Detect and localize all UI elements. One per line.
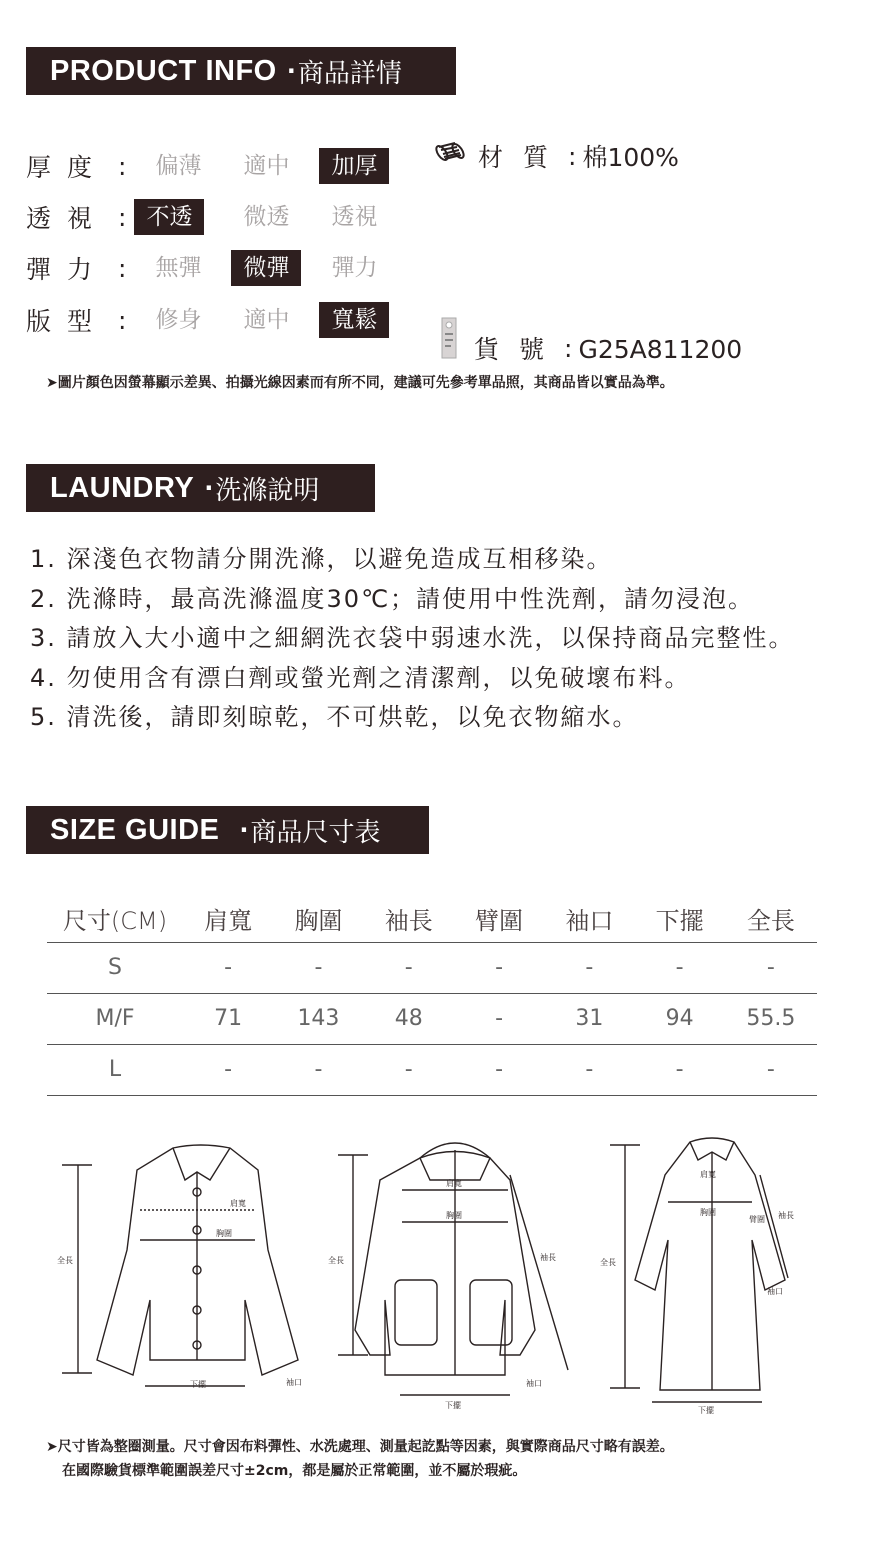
label-length: 全長 (57, 1256, 73, 1265)
color-disclaimer: ➤圖片顏色因螢幕顯示差異、拍攝光線因素而有所不同，建議可先參考單品照，其商品皆以實品為準。 (46, 375, 674, 391)
size-disclaimer-line2: 在國際驗貨標準範圍誤差尺寸±2cm，都是屬於正常範圍，並不屬於瑕疵。 (62, 1463, 527, 1479)
size-guide-header (26, 806, 429, 854)
product-info-header (26, 47, 456, 95)
attr-row-elasticity: 彈力 : 無彈 微彈 彈力 (26, 250, 398, 286)
column-header: 下擺 (634, 896, 724, 942)
label-shoulder: 肩寬 (446, 1179, 462, 1188)
table-row (47, 942, 817, 993)
attr-row-thickness: 厚度 : 偏薄 適中 加厚 (26, 148, 398, 184)
column-header: 臂圍 (454, 896, 544, 942)
product-info-title-en: PRODUCT INFO (50, 54, 277, 87)
material-info: 材質 : 棉100% (432, 138, 679, 174)
label-chest: 胸圍 (446, 1211, 462, 1220)
table-cell: - (183, 1044, 273, 1095)
table-cell: - (454, 942, 544, 993)
tag-icon (438, 316, 460, 366)
attr-option: 微透 (243, 204, 290, 230)
material-value: 棉100% (582, 143, 679, 172)
attr-row-transparency: 透視 : 不透 微透 透視 (26, 199, 398, 235)
label-chest: 胸圍 (216, 1229, 232, 1238)
table-cell: 31 (544, 993, 634, 1044)
table-cell: - (364, 1044, 454, 1095)
product-info-title-zh: 商品詳情 (297, 58, 402, 89)
attr-option-selected: 加厚 (319, 148, 389, 184)
attr-option: 無彈 (155, 255, 202, 281)
attr-label: 透視 (26, 204, 109, 233)
header-dot: · (204, 474, 214, 502)
attr-option: 修身 (155, 307, 202, 333)
attr-row-fit: 版型 : 修身 適中 寬鬆 (26, 302, 398, 338)
laundry-item: 5. 清洗後，請即刻晾乾，不可烘乾，以免衣物縮水。 (30, 703, 639, 731)
size-cell: L (47, 1044, 183, 1095)
attr-label: 彈力 (26, 255, 109, 284)
attr-option-selected: 微彈 (231, 250, 301, 286)
attr-label: 版型 (26, 307, 109, 336)
label-cuff: 袖口 (767, 1287, 783, 1296)
label-hem: 下擺 (445, 1401, 461, 1410)
table-cell: - (544, 942, 634, 993)
material-label: 材質 (478, 143, 569, 172)
label-shoulder: 肩寬 (230, 1199, 246, 1208)
size-table-header (47, 896, 817, 942)
column-header: 袖口 (544, 896, 634, 942)
size-disclaimer-line1: ➤尺寸皆為整圈測量。尺寸會因布料彈性、水洗處理、測量起訖點等因素，與實際商品尺寸略有誤差。 (46, 1439, 674, 1455)
column-header: 胸圍 (273, 896, 363, 942)
label-length: 全長 (600, 1258, 616, 1267)
attr-option-selected: 不透 (134, 199, 204, 235)
laundry-title-zh: 洗滌說明 (215, 475, 320, 506)
table-cell: 143 (273, 993, 363, 1044)
jacket-diagram (62, 1145, 298, 1386)
size-guide-title-zh: 商品尺寸表 (250, 817, 381, 848)
laundry-item: 3. 請放入大小適中之細網洗衣袋中弱速水洗，以保持商品完整性。 (30, 624, 795, 652)
table-cell: - (273, 1044, 363, 1095)
laundry-item: 4. 勿使用含有漂白劑或螢光劑之清潔劑，以免破壞布料。 (30, 663, 691, 692)
coat-diagram (610, 1138, 788, 1402)
laundry-instructions (30, 540, 795, 738)
table-cell: 71 (183, 993, 273, 1044)
laundry-title-en: LAUNDRY (50, 471, 195, 504)
column-header: 尺寸(CM) (47, 896, 183, 942)
table-cell: - (454, 993, 544, 1044)
table-cell: - (273, 942, 363, 993)
attr-option: 彈力 (331, 255, 378, 281)
table-cell: - (364, 942, 454, 993)
attr-option: 適中 (243, 307, 290, 333)
attr-option-selected: 寬鬆 (319, 302, 389, 338)
size-table (47, 896, 817, 1096)
label-arm: 臂圍 (749, 1215, 765, 1224)
label-hem: 下擺 (190, 1380, 206, 1389)
label-cuff: 袖口 (526, 1379, 542, 1388)
laundry-item: 2. 洗滌時，最高洗滌溫度30℃；請使用中性洗劑，請勿浸泡。 (30, 584, 755, 613)
column-header: 全長 (725, 896, 817, 942)
size-cell: M/F (47, 993, 183, 1044)
label-cuff: 袖口 (286, 1378, 302, 1387)
table-cell: - (454, 1044, 544, 1095)
attr-option: 適中 (243, 153, 290, 179)
table-cell: 55.5 (725, 993, 817, 1044)
attr-option: 偏薄 (155, 153, 202, 179)
attr-option: 透視 (331, 204, 378, 230)
sku-label: 貨號 (474, 335, 565, 364)
table-cell: - (183, 942, 273, 993)
size-guide-title-en: SIZE GUIDE (50, 813, 220, 846)
table-cell: 94 (634, 993, 724, 1044)
label-sleeve: 袖長 (778, 1211, 794, 1220)
thread-spool-icon (432, 138, 468, 174)
sku-info: 貨號 : G25A811200 (438, 316, 742, 366)
laundry-item: 1. 深淺色衣物請分開洗滌，以避免造成互相移染。 (30, 545, 613, 573)
label-length: 全長 (328, 1256, 344, 1265)
header-dot: · (286, 57, 296, 85)
table-cell: - (634, 942, 724, 993)
laundry-header (26, 464, 375, 512)
label-chest: 胸圍 (700, 1208, 716, 1217)
label-sleeve: 袖長 (540, 1253, 556, 1262)
table-row (47, 1044, 817, 1095)
sku-value: G25A811200 (578, 334, 743, 364)
attr-label: 厚度 (26, 153, 109, 182)
label-hem: 下擺 (698, 1406, 714, 1415)
header-dot: · (239, 816, 249, 844)
label-shoulder: 肩寬 (700, 1170, 716, 1179)
table-cell: - (725, 942, 817, 993)
table-cell: - (544, 1044, 634, 1095)
table-cell: 48 (364, 993, 454, 1044)
column-header: 袖長 (364, 896, 454, 942)
size-cell: S (47, 942, 183, 993)
table-cell: - (725, 1044, 817, 1095)
table-row (47, 993, 817, 1044)
table-cell: - (634, 1044, 724, 1095)
measurement-diagrams (40, 1130, 840, 1420)
column-header: 肩寬 (183, 896, 273, 942)
